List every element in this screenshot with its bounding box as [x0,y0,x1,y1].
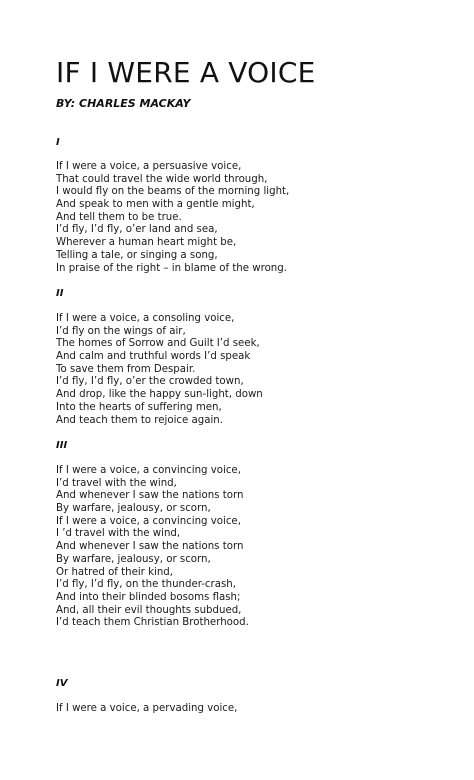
stanza-4 [56,703,456,716]
poem-line: I’d fly, I’d fly, o’er land and sea, [56,224,218,236]
poem-line: Wherever a human heart might be, [56,237,237,249]
poem-line: If I were a voice, a consoling voice, [56,313,235,324]
poem-line: And into their blinded bosoms flash; [56,591,241,603]
poem-line: And tell them to be true. [56,211,182,223]
poem-line: And whenever I saw the nations torn [56,541,244,553]
poem-line: I ’d travel with the wind, [56,528,181,540]
poem-line: By warfare, jealousy, or scorn, [56,553,211,565]
poem-line: And, all their evil thoughts subdued, [56,604,242,616]
poem-line: I would fly on the beams of the morning light, [56,186,290,198]
poem-line: Into the hearts of suffering men, [56,401,222,413]
poem-line: In praise of the right – in blame of the wrong. [56,262,287,274]
poem-line: I’d travel with the wind, [56,477,177,489]
poem-line: And teach them to rejoice again. [56,414,223,426]
poem-line: To save them from Despair. [56,363,196,375]
poem-line: If I were a voice, a pervading voice, [56,703,238,714]
poem-byline: BY: CHARLES MACKAY [56,97,191,110]
poem-line: The homes of Sorrow and Guilt I’d seek, [56,338,260,350]
stanza-number-2: II [56,288,64,299]
poem-line: By warfare, jealousy, or scorn, [56,503,211,515]
poem-title: IF I WERE A VOICE [56,56,316,89]
poem-line: And speak to men with a gentle might, [56,199,255,211]
stanza-number-1: I [56,137,60,148]
poem-line: If I were a voice, a persuasive voice, [56,161,242,172]
poem-line: I’d fly, I’d fly, o’er the crowded town, [56,376,244,388]
poem-line: Or hatred of their kind, [56,566,174,578]
poem-line: If I were a voice, a convincing voice, [56,465,241,476]
poem-line: I’d fly on the wings of air, [56,325,186,337]
poem-line: And calm and truthful words I’d speak [56,351,251,363]
stanza-number-4: IV [56,678,68,689]
stanza-2 [56,313,456,427]
poem-line: I’d fly, I’d fly, on the thunder-crash, [56,579,236,591]
stanza-3 [56,465,456,630]
poem-line: And whenever I saw the nations torn [56,490,244,502]
stanza-number-3: III [56,440,68,451]
poem-line: I’d teach them Christian Brotherhood. [56,617,249,629]
poem-line: If I were a voice, a convincing voice, [56,515,241,527]
poem-line: That could travel the wide world through, [56,173,268,185]
poem-line: Telling a tale, or singing a song, [56,249,218,261]
stanza-1 [56,161,456,275]
poem-line: And drop, like the happy sun-light, down [56,389,263,401]
